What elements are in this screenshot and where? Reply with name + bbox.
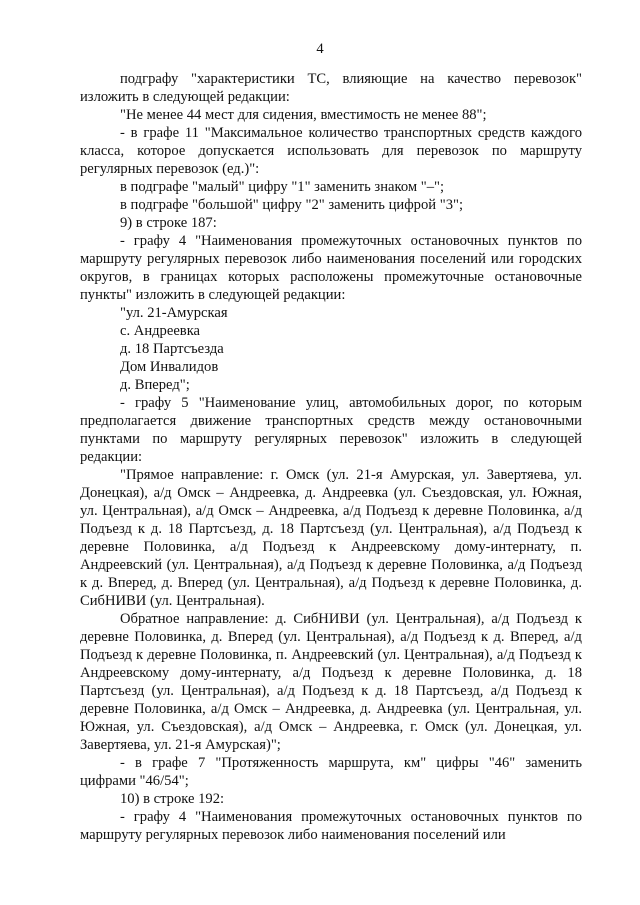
- address-line: "ул. 21-Амурская: [120, 305, 228, 321]
- paragraph: - графу 4 "Наименования промежуточных остановочных пунктов по маршруту регулярных перевозок либо наименования поселений или городских округов, в границах которых расположены промежуточные остановочные пункты" изложить в следующей редакции:: [80, 233, 582, 303]
- address-line: д. Вперед";: [120, 377, 190, 393]
- address-line: д. 18 Партсъезда: [120, 341, 224, 357]
- paragraph: - графу 4 "Наименования промежуточных остановочных пунктов по маршруту регулярных перевозок либо наименования поселений или: [80, 809, 582, 843]
- paragraph: Обратное направление: д. СибНИВИ (ул. Центральная), а/д Подъезд к деревне Половинка, д. Вперед (ул. Центральная), а/д Подъезд к д. Вперед, а/д Подъезд к деревне Половинка, п. Андреевский (ул. Центральная), а/д Подъезд к Андреевскому дому-интернату, а/д Подъезд к деревне Половинка, д. 18 Партсъезд (ул. Центральная), а/д Подъезд к д. 18 Партсъезд, а/д Подъезд к деревне Половинка, а/д Омск – Андреевка, д. Андреевка (ул. Центральная, ул. Южная, ул. Съездовская), а/д Омск – Андреевка, г. Омск (ул. Донецкая, ул. Завертяева, ул. 21-я Амурская)";: [80, 611, 582, 753]
- paragraph: в подграфе "большой" цифру "2" заменить цифрой "3";: [120, 197, 464, 213]
- address-line: с. Андреевка: [120, 323, 201, 339]
- paragraph: - в графе 11 "Максимальное количество транспортных средств каждого класса, которое допускается использовать для перевозок по маршруту регулярных перевозок (ед.)":: [80, 125, 582, 177]
- paragraph: - в графе 7 "Протяженность маршрута, км" цифры "46" заменить цифрами "46/54";: [80, 755, 582, 789]
- address-line: Дом Инвалидов: [120, 359, 219, 375]
- paragraph: 10) в строке 192:: [120, 791, 225, 807]
- paragraph: подграфу "характеристики ТС, влияющие на качество перевозок" изложить в следующей редакции:: [80, 71, 582, 105]
- page-number: 4: [316, 41, 324, 57]
- paragraph: "Прямое направление: г. Омск (ул. 21-я Амурская, ул. Завертяева, ул. Донецкая), а/д Омск – Андреевка, д. Андреевка (ул. Съездовская, ул. Южная, ул. Центральная), а/д Омск – Андреевка, а/д Подъезд к деревне Половинка, а/д Подъезд к д. 18 Партсъезд, д. 18 Партсъезд (ул. Центральная), а/д Подъезд к деревне Половинка, а/д Подъезд к Андреевскому дому-интернату, п. Андреевский (ул. Центральная), а/д Подъезд к деревне Половинка, а/д Подъезд к д. Вперед, д. Вперед (ул. Центральная), а/д Подъезд к деревне Половинка, д. СибНИВИ (ул. Центральная).: [80, 467, 582, 609]
- paragraph: в подграфе "малый" цифру "1" заменить знаком "–";: [120, 179, 445, 195]
- paragraph: 9) в строке 187:: [120, 215, 217, 231]
- document-body: [80, 70, 582, 844]
- paragraph: "Не менее 44 мест для сидения, вместимость не менее 88";: [120, 107, 487, 123]
- paragraph: - графу 5 "Наименование улиц, автомобильных дорог, по которым предполагается движение транспортных средств между остановочными пунктами по маршруту регулярных перевозок" изложить в следующей редакции:: [80, 395, 582, 465]
